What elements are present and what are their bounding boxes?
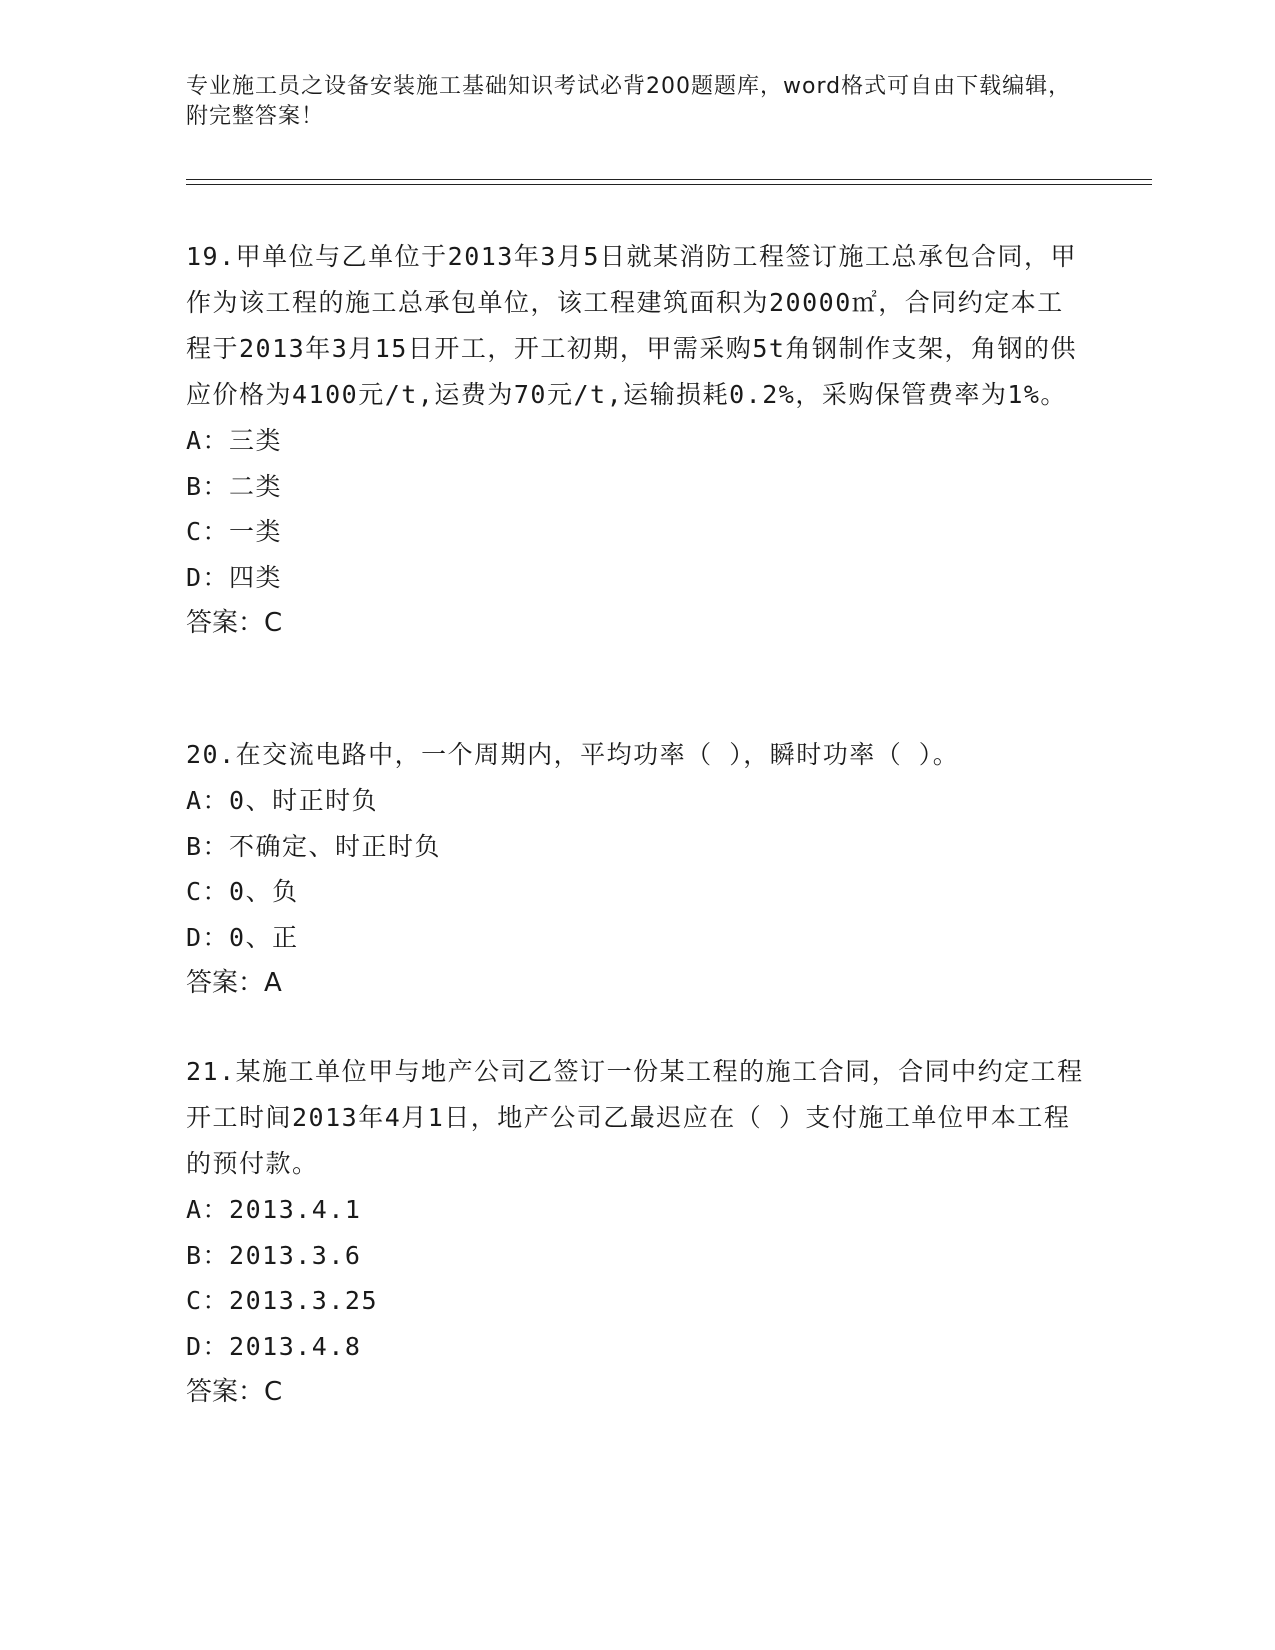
option-d: D：0、正 — [186, 922, 299, 952]
question-19 — [186, 234, 1086, 646]
option-a: A：0、时正时负 — [186, 786, 379, 815]
answer: 答案：A — [186, 968, 282, 998]
header-divider-bottom — [186, 184, 1152, 185]
option-b: B：二类 — [186, 471, 283, 501]
question-21 — [186, 1049, 1086, 1415]
option-c: C：2013.3.25 — [186, 1286, 379, 1315]
answer: 答案：C — [186, 1377, 283, 1407]
option-c: C：0、负 — [186, 877, 299, 906]
question-20 — [186, 732, 1086, 1006]
question-stem: 19.甲单位与乙单位于2013年3月5日就某消防工程签订施工总承包合同，甲作为该工程的施工总承包单位，该工程建筑面积为20000㎡，合同约定本工程于2013年3月15日开工，开工初期，甲需采购5t角钢制作支架，角钢的供应价格为4100元/t,运费为70元/t,运输损耗0.2%，采购保管费率为1%。 — [186, 242, 1077, 409]
header-divider-top — [186, 179, 1152, 180]
question-stem: 21.某施工单位甲与地产公司乙签订一份某工程的施工合同，合同中约定工程开工时间2013年4月1日，地产公司乙最迟应在（ ）支付施工单位甲本工程的预付款。 — [186, 1057, 1084, 1178]
question-stem: 20.在交流电路中，一个周期内，平均功率（ ），瞬时功率（ ）。 — [186, 740, 960, 769]
option-b: B：2013.3.6 — [186, 1240, 362, 1270]
option-a: A：2013.4.1 — [186, 1195, 362, 1224]
option-a: A：三类 — [186, 426, 283, 455]
option-d: D：四类 — [186, 562, 283, 592]
document-header: 专业施工员之设备安装施工基础知识考试必背200题题库，word格式可自由下载编辑，附完整答案！ — [186, 74, 1072, 129]
option-b: B：不确定、时正时负 — [186, 831, 442, 861]
option-d: D：2013.4.8 — [186, 1331, 362, 1361]
answer: 答案：C — [186, 608, 283, 638]
option-c: C：一类 — [186, 517, 283, 546]
